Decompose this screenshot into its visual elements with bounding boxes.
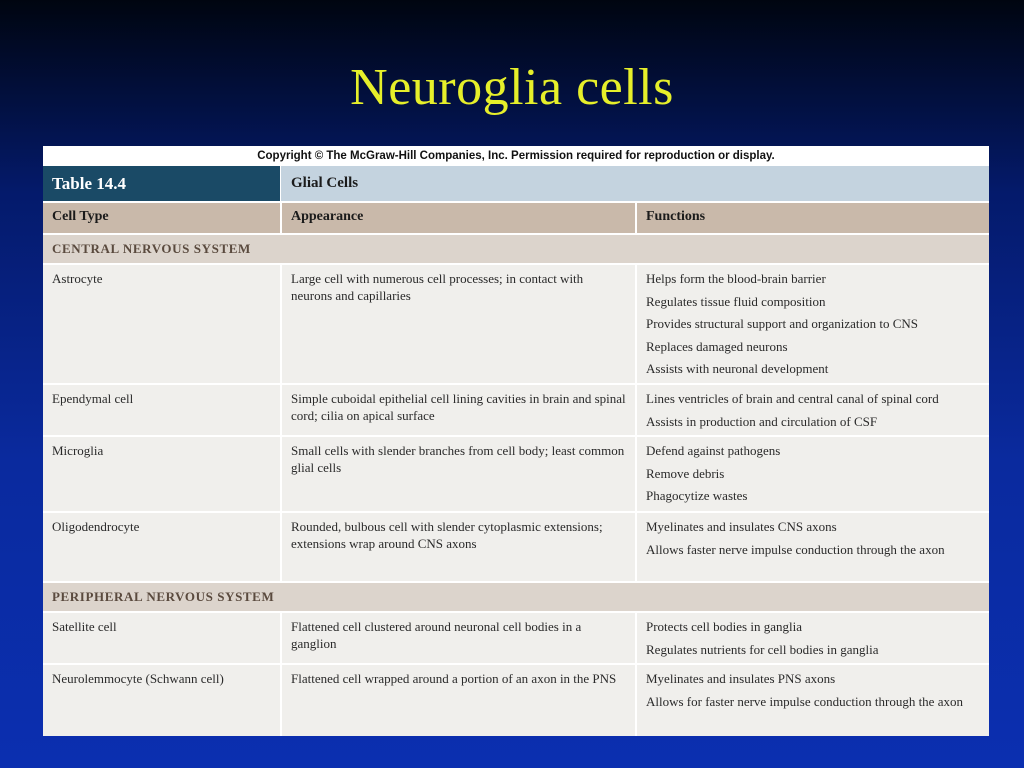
table-row: [43, 611, 989, 663]
function-item: Lines ventricles of brain and central canal of spinal cord: [646, 391, 939, 406]
cell-functions: [635, 665, 989, 736]
cell-functions: [635, 385, 989, 435]
function-item: Protects cell bodies in ganglia: [646, 619, 802, 634]
function-item: Phagocytize wastes: [646, 488, 748, 503]
function-item: Allows for faster nerve impulse conduction through the axon: [646, 693, 963, 709]
cell-appearance: Flattened cell clustered around neuronal cell bodies in a ganglion: [280, 613, 635, 663]
cell-type: Neurolemmocyte (Schwann cell): [52, 671, 224, 686]
function-item: Replaces damaged neurons: [646, 338, 788, 354]
glial-cells-table: [43, 146, 989, 736]
cell-functions: [635, 513, 989, 581]
function-item: Assists with neuronal development: [646, 361, 829, 376]
cell-type: Ependymal cell: [52, 391, 134, 406]
column-header-cell-type: Cell Type: [52, 209, 109, 224]
section-header: PERIPHERAL NERVOUS SYSTEM: [43, 581, 989, 611]
cell-appearance: Flattened cell wrapped around a portion of an axon in the PNS: [280, 665, 635, 736]
cell-type: Astrocyte: [52, 271, 103, 286]
table-number: Table 14.4: [43, 166, 280, 201]
table-name: Glial Cells: [280, 166, 989, 201]
cell-type: Microglia: [52, 443, 104, 458]
table-row: [43, 263, 989, 383]
function-item: Assists in production and circulation of CSF: [646, 413, 878, 429]
cell-type: Satellite cell: [52, 619, 117, 634]
function-item: Defend against pathogens: [646, 443, 781, 458]
table-header: [43, 166, 989, 201]
function-item: Regulates nutrients for cell bodies in ganglia: [646, 641, 879, 657]
cell-appearance: Simple cuboidal epithelial cell lining cavities in brain and spinal cord; cilia on apical surface: [280, 385, 635, 435]
function-item: Regulates tissue fluid composition: [646, 293, 826, 309]
slide-title: Neuroglia cells: [350, 59, 674, 116]
function-item: Myelinates and insulates CNS axons: [646, 519, 837, 534]
column-header-functions: Functions: [635, 203, 989, 233]
cell-appearance: Small cells with slender branches from cell body; least common glial cells: [280, 437, 635, 511]
function-item: Allows faster nerve impulse conduction through the axon: [646, 541, 945, 557]
section-header: CENTRAL NERVOUS SYSTEM: [43, 233, 989, 263]
table-row: [43, 663, 989, 736]
cell-functions: [635, 265, 989, 383]
function-item: Helps form the blood-brain barrier: [646, 271, 826, 286]
function-item: Provides structural support and organization to CNS: [646, 316, 919, 331]
table-body: [43, 233, 989, 736]
function-item: Remove debris: [646, 465, 725, 481]
table-row: [43, 435, 989, 511]
copyright-notice: Copyright © The McGraw-Hill Companies, Inc. Permission required for reproduction or display.: [43, 146, 989, 166]
column-header-appearance: Appearance: [280, 203, 635, 233]
column-headers: [43, 201, 989, 233]
cell-type: Oligodendrocyte: [52, 519, 140, 534]
cell-functions: [635, 613, 989, 663]
table-row: [43, 383, 989, 435]
cell-appearance: Rounded, bulbous cell with slender cytoplasmic extensions; extensions wrap around CNS axons: [280, 513, 635, 581]
function-item: Myelinates and insulates PNS axons: [646, 671, 836, 686]
cell-appearance: Large cell with numerous cell processes; in contact with neurons and capillaries: [280, 265, 635, 383]
cell-functions: [635, 437, 989, 511]
table-row: [43, 511, 989, 581]
